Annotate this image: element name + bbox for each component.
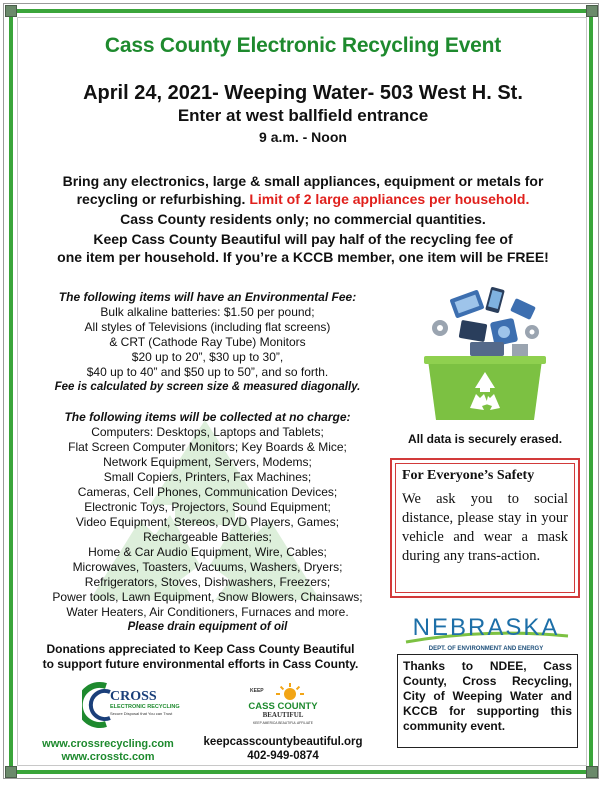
safety-notice-inner [395,463,575,593]
frame-band-right [589,12,593,772]
list-item: Network Equipment, Servers, Modems; [103,455,312,469]
event-time: 9 a.m. - Noon [259,129,347,145]
kccb-fee-paragraph [24,230,582,266]
list-item: Rechargeable Batteries; [143,530,272,544]
list-item: Electronic Toys, Projectors, Sound Equipment; [84,500,331,514]
residents-only: Cass County residents only; no commercial quantities. [120,211,486,227]
list-item: Refrigerators, Stoves, Dishwashers, Freezers; [84,575,331,589]
free-list-footnote: Please drain equipment of oil [127,621,288,633]
event-entrance: Enter at west ballfield entrance [177,106,429,125]
list-item: Home & Car Audio Equipment, Wire, Cables; [88,545,327,559]
fee-list-footnote: Fee is calculated by screen size & measured diagonally. [54,381,361,393]
kccb-logo-word: BEAUTIFUL [262,711,304,719]
kccb-logo-name: CASS COUNTY [248,701,318,712]
appliance-limit: Limit of 2 large appliances per household. [249,191,530,207]
list-item: & CRT (Cathode Ray Tube) Monitors [109,335,306,349]
safety-body: We ask you to social distance, please stay in your vehicle and wear a mask during any trans-action. [402,491,568,564]
cross-logo-sub: ELECTRONIC RECYCLING [110,704,180,710]
cross-url-2[interactable]: www.crosstc.com [61,751,155,763]
cross-url-1[interactable]: www.crossrecycling.com [42,738,174,750]
page-title: Cass County Electronic Recycling Event [104,34,502,57]
kccb-logo-top: KEEP [250,688,264,694]
fee-list [30,290,385,395]
intro-line2 [24,190,582,208]
list-item: $40 up to 40” and $50 up to 50”, and so forth. [86,365,329,379]
list-item: Small Copiers, Printers, Fax Machines; [103,470,312,484]
frame-band-left [9,12,13,772]
intro-line2-text: recycling or refurbishing. [76,191,250,207]
list-item: Power tools, Lawn Equipment, Snow Blowers, Chainsaws; [52,590,363,604]
kccb-url[interactable]: keepcasscountybeautiful.org [203,736,363,748]
event-date-location: April 24, 2021- Weeping Water- 503 West H. St. [83,82,523,104]
frame-corner [586,5,598,17]
safety-notice [390,458,580,598]
kccb-logo [238,682,328,726]
list-item: Flat Screen Computer Monitors; Key Boards & Mice; [68,440,347,454]
frame-corner [586,766,598,778]
list-item: All styles of Televisions (including flat screens) [84,320,331,334]
kccb-phone: 402-949-0874 [247,750,319,762]
intro-paragraph [24,172,582,208]
recycling-bin-icon [400,280,570,425]
list-item: Video Equipment, Stereos, DVD Players, Games; [75,515,340,529]
donations-line1: Donations appreciated to Keep Cass County Beautiful [46,642,355,656]
kccb-fee-line1: Keep Cass County Beautiful will pay half of the recycling fee of [93,231,513,247]
cross-logo-tagline: Secure Disposal that You can Trust [110,711,173,716]
cross-logo-name: CROSS [110,689,157,704]
list-item: Cameras, Cell Phones, Communication Devices; [77,485,338,499]
fee-list-heading: The following items will have an Environmental Fee: [58,290,357,304]
donations-note [28,642,373,672]
frame-band-top [12,9,592,13]
frame-band-bottom [12,770,592,774]
list-item: Microwaves, Toasters, Vacuums, Washers, Dryers; [72,560,343,574]
kccb-logo-tagline: KEEP AMERICA BEAUTIFUL AFFILIATE [252,721,314,725]
free-list-heading: The following items will be collected at no charge: [64,410,351,424]
kccb-fee-line2: one item per household. If you’re a KCCB member, one item will be FREE! [57,249,549,265]
list-item: Computers: Desktops, Laptops and Tablets; [91,425,324,439]
nebraska-dept: DEPT. OF ENVIRONMENT AND ENERGY [428,646,544,652]
thanks-box: Thanks to NDEE, Cass County, Cross Recycling, City of Weeping Water and KCCB for supporting this community event. [397,654,578,748]
data-erased-note: All data is securely erased. [407,432,563,446]
cross-recycling-logo [82,680,192,728]
free-list [30,410,385,635]
intro-line1: Bring any electronics, large & small appliances, equipment or metals for [62,173,544,189]
list-item: Bulk alkaline batteries: $1.50 per pound; [100,305,315,319]
frame-corner [5,5,17,17]
nebraska-name: NEBRASKA [412,614,560,641]
safety-title: For Everyone’s Safety [402,468,535,483]
kccb-contact [198,735,368,763]
frame-corner [5,766,17,778]
list-item: Water Heaters, Air Conditioners, Furnaces and more. [66,605,349,619]
list-item: $20 up to 20”, $30 up to 30”, [131,350,284,364]
cross-urls [28,738,188,764]
donations-line2: to support future environmental efforts in Cass County. [42,657,359,671]
